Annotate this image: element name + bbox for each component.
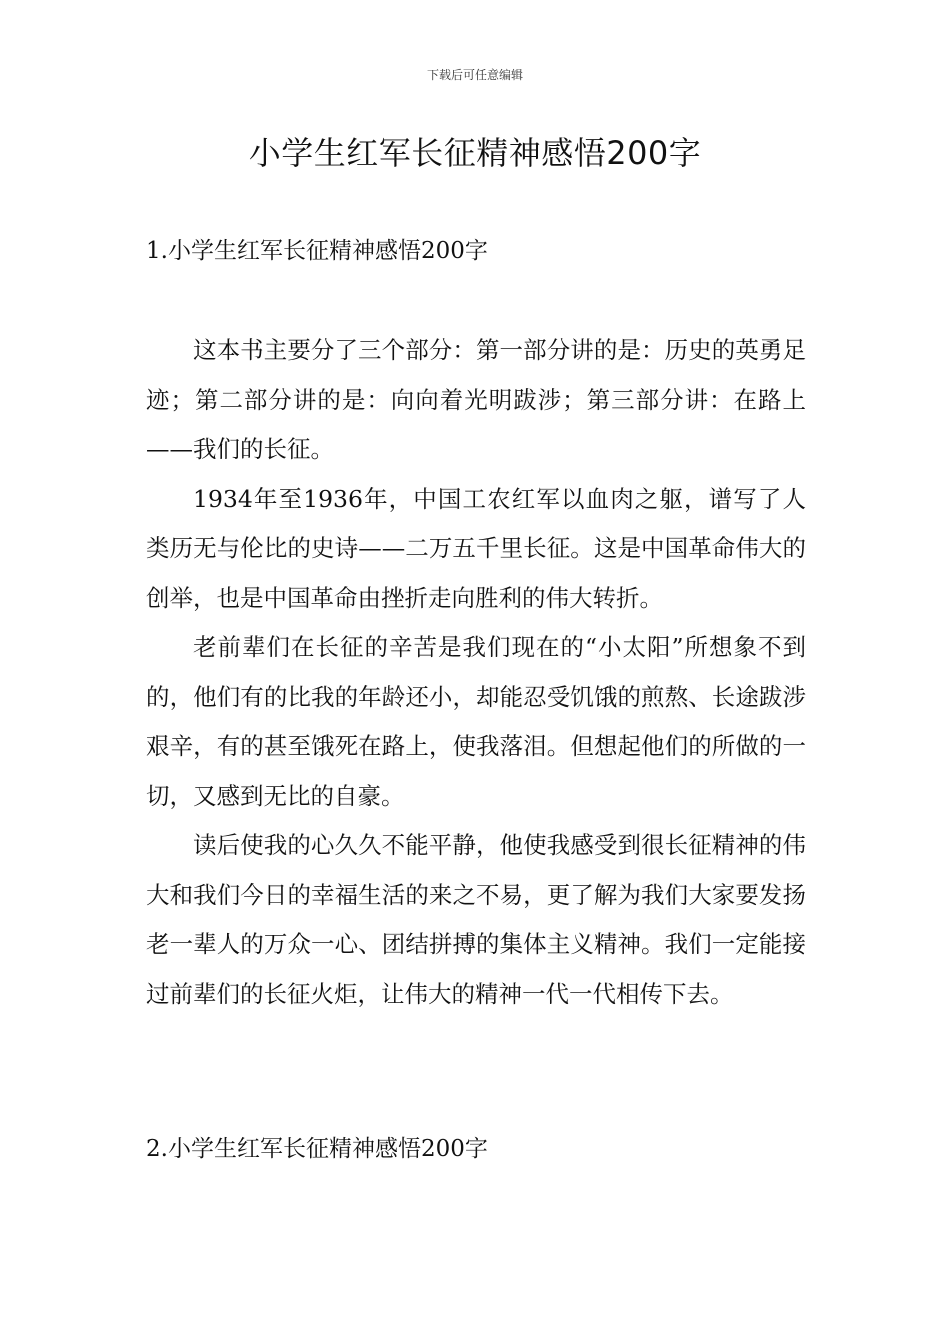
paragraph: 1934年至1936年，中国工农红军以血肉之躯，谱写了人类历无与伦比的史诗——二万五千里长征。这是中国革命伟大的创举，也是中国革命由挫折走向胜利的伟大转折。 [146, 484, 806, 612]
section-1-body [146, 326, 806, 1019]
paragraph: 老前辈们在长征的辛苦是我们现在的“小太阳”所想象不到的，他们有的比我的年龄还小，却能忍受饥饿的煎熬、长途跋涉艰辛，有的甚至饿死在路上，使我落泪。但想起他们的所做的一切，又感到无比的自豪。 [146, 633, 806, 810]
paragraph: 这本书主要分了三个部分：第一部分讲的是：历史的英勇足迹；第二部分讲的是：向向着光明跋涉；第三部分讲：在路上——我们的长征。 [146, 336, 806, 463]
paragraph: 读后使我的心久久不能平静，他使我感受到很长征精神的伟大和我们今日的幸福生活的来之不易，更了解为我们大家要发扬老一辈人的万众一心、团结拼搏的集体主义精神。我们一定能接过前辈们的长征火炬，让伟大的精神一代一代相传下去。 [146, 831, 806, 1008]
document-title: 小学生红军长征精神感悟200字 [248, 134, 702, 172]
header-note: 下载后可任意编辑 [426, 68, 523, 82]
section-heading-1: 1.小学生红军长征精神感悟200字 [146, 238, 488, 264]
section-heading-2: 2.小学生红军长征精神感悟200字 [146, 1136, 488, 1162]
